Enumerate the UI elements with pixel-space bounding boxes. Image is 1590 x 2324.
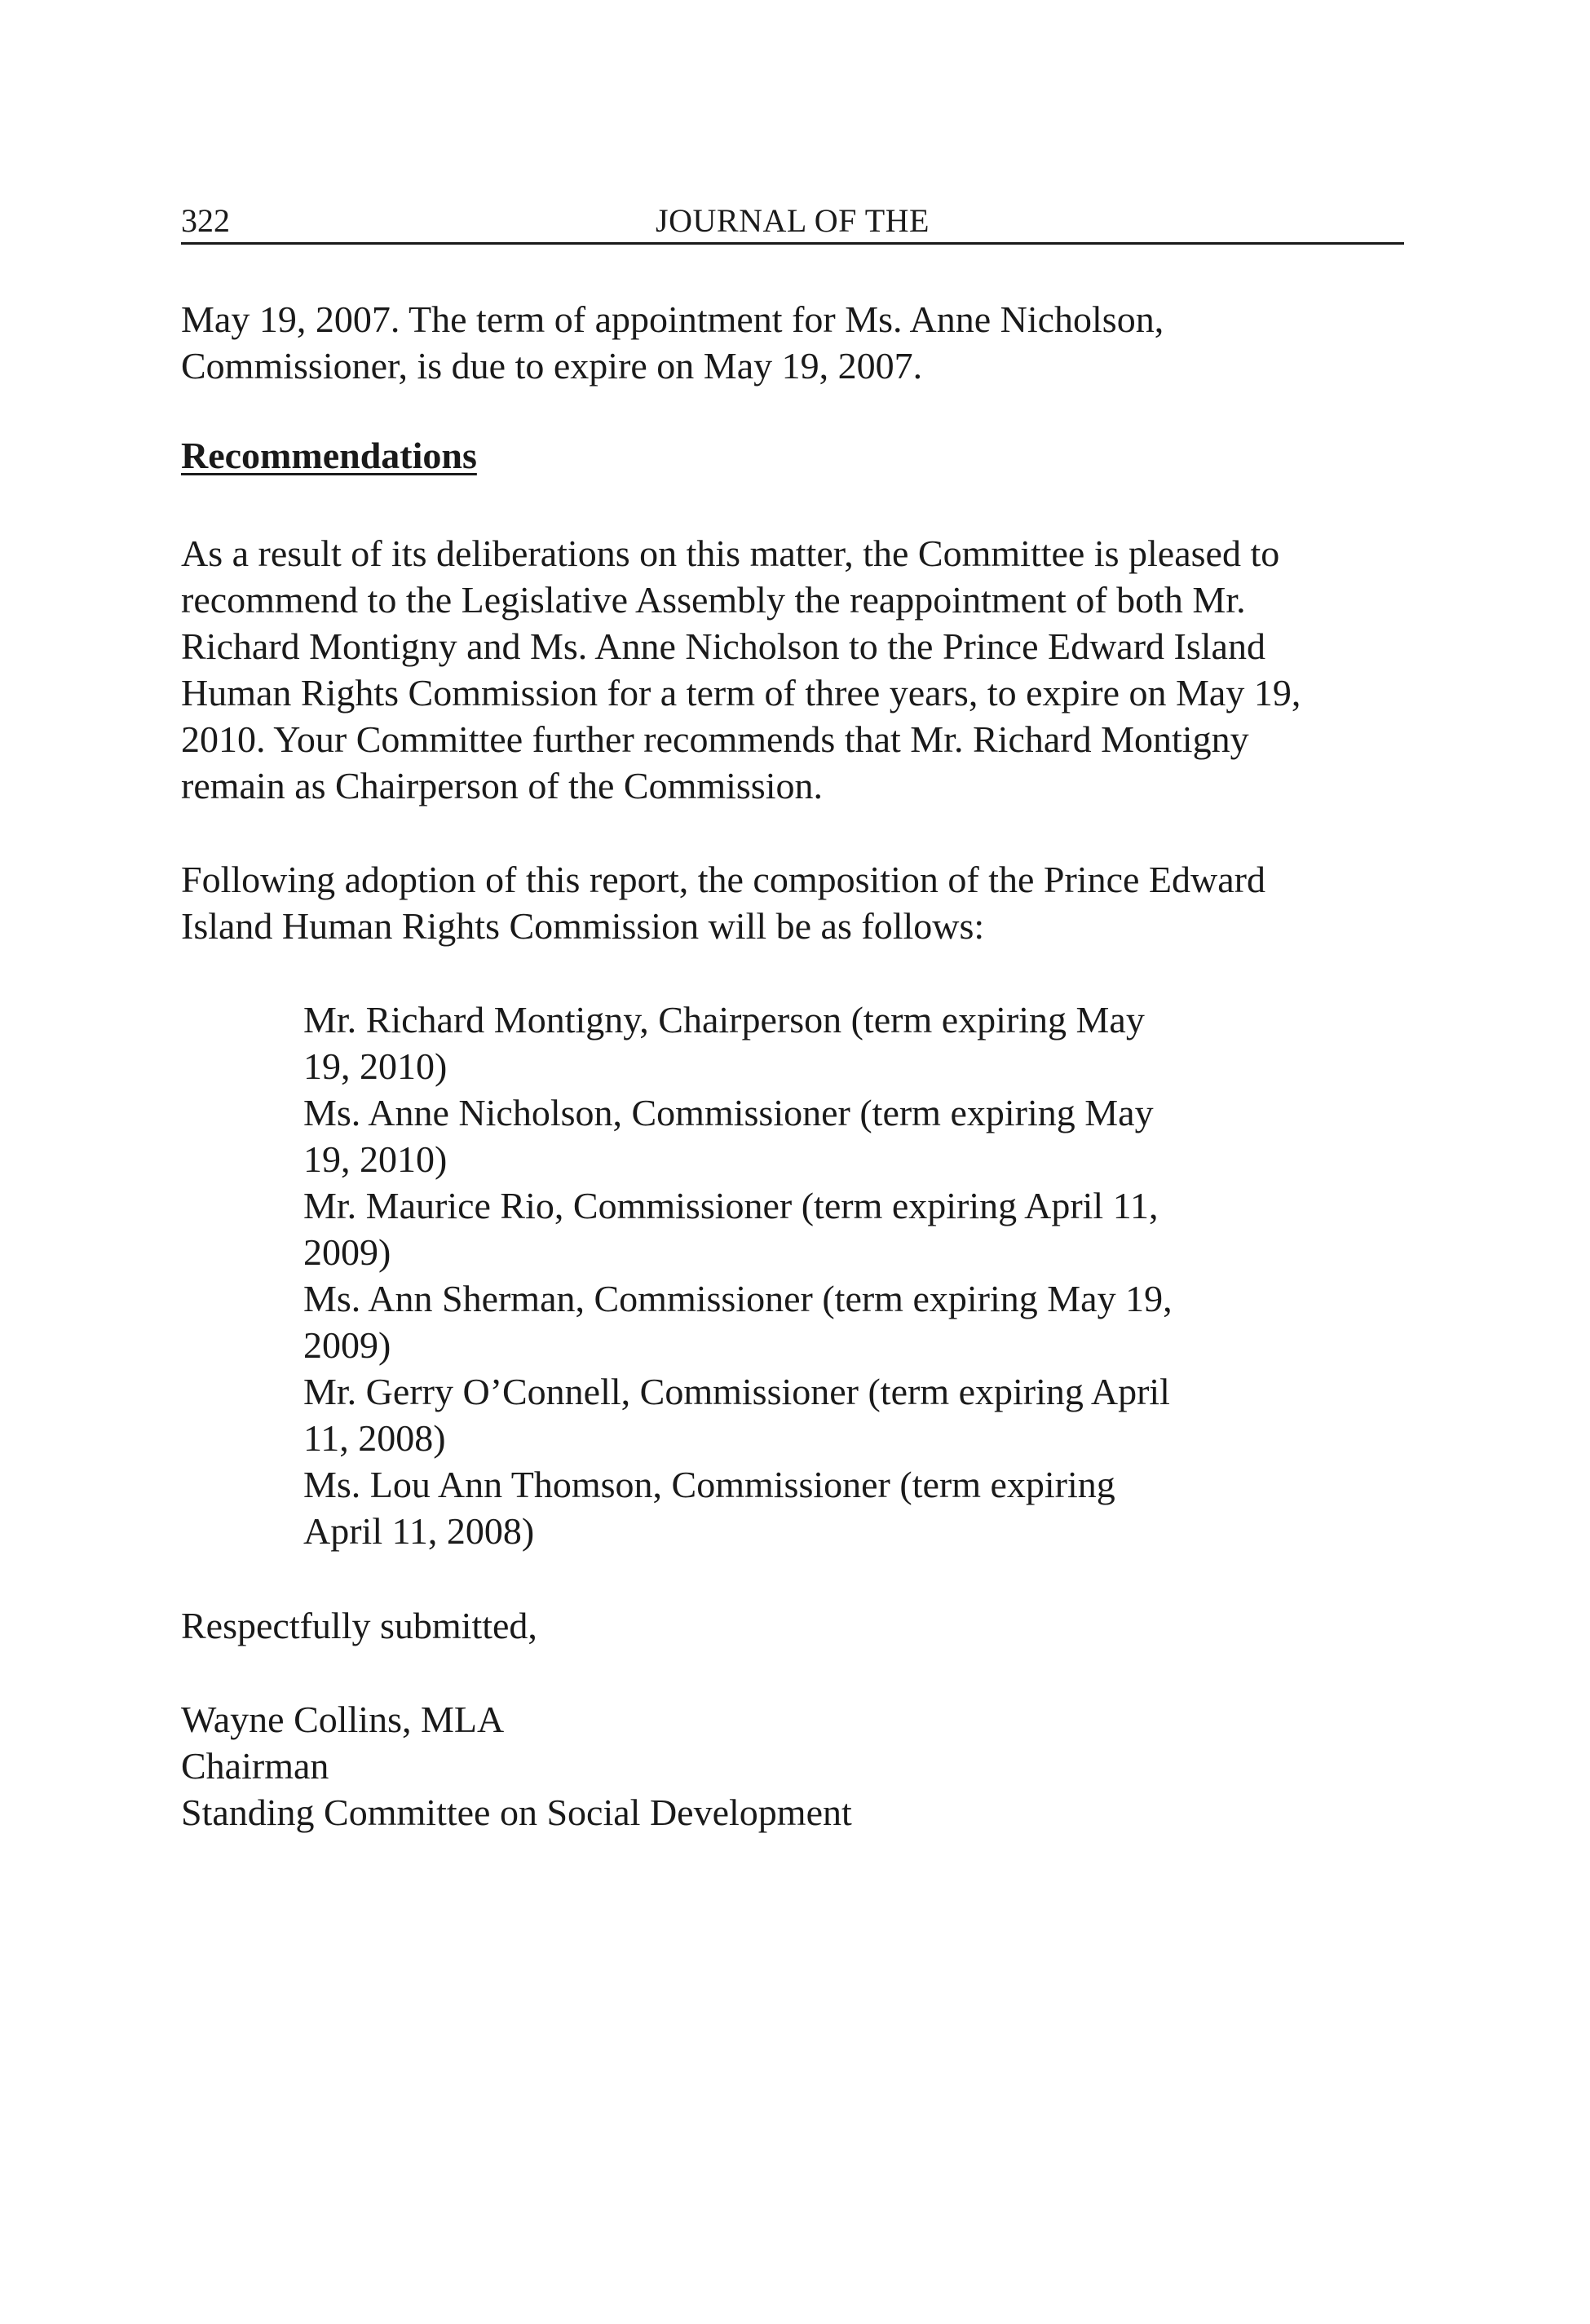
member-entry bbox=[303, 1368, 1363, 1461]
member-line: Ms. Ann Sherman, Commissioner (term expiring May 19, bbox=[303, 1278, 1173, 1319]
intro-paragraph bbox=[181, 296, 1429, 389]
commission-member-list bbox=[303, 996, 1363, 1554]
intro-line: May 19, 2007. The term of appointment for Ms. Anne Nicholson, bbox=[181, 298, 1164, 340]
composition-intro-paragraph bbox=[181, 856, 1429, 949]
member-entry bbox=[303, 1089, 1363, 1182]
paragraph-line: Richard Montigny and Ms. Anne Nicholson to the Prince Edward Island bbox=[181, 625, 1265, 667]
member-entry bbox=[303, 996, 1363, 1089]
member-entry bbox=[303, 1461, 1363, 1554]
member-line: 19, 2010) bbox=[303, 1138, 448, 1180]
paragraph-line: Following adoption of this report, the composition of the Prince Edward bbox=[181, 859, 1265, 900]
member-line: Ms. Anne Nicholson, Commissioner (term expiring May bbox=[303, 1092, 1154, 1133]
paragraph-line: As a result of its deliberations on this matter, the Committee is pleased to bbox=[181, 532, 1280, 574]
closing-line bbox=[181, 1602, 1429, 1649]
page-header bbox=[181, 200, 1404, 245]
member-entry bbox=[303, 1275, 1363, 1368]
member-line: April 11, 2008) bbox=[303, 1510, 535, 1552]
member-line: Mr. Gerry O’Connell, Commissioner (term expiring April bbox=[303, 1371, 1170, 1412]
member-line: 2009) bbox=[303, 1324, 391, 1366]
paragraph-line: remain as Chairperson of the Commission. bbox=[181, 765, 823, 806]
journal-title: JOURNAL OF THE bbox=[656, 202, 930, 239]
member-line: Mr. Richard Montigny, Chairperson (term expiring May bbox=[303, 999, 1145, 1040]
committee-name: Standing Committee on Social Development bbox=[181, 1792, 852, 1833]
intro-line: Commissioner, is due to expire on May 19, 2007. bbox=[181, 345, 923, 387]
member-entry bbox=[303, 1182, 1363, 1275]
member-line: Mr. Maurice Rio, Commissioner (term expiring April 11, bbox=[303, 1185, 1159, 1226]
member-line: 2009) bbox=[303, 1231, 391, 1273]
recommendations-heading: Recommendations bbox=[181, 435, 477, 476]
signatory-role: Chairman bbox=[181, 1745, 329, 1787]
member-line: 19, 2010) bbox=[303, 1045, 448, 1087]
paragraph-line: Human Rights Commission for a term of three years, to expire on May 19, bbox=[181, 672, 1301, 714]
signature-block bbox=[181, 1696, 1429, 1836]
signatory-name: Wayne Collins, MLA bbox=[181, 1699, 505, 1740]
paragraph-line: recommend to the Legislative Assembly the reappointment of both Mr. bbox=[181, 579, 1246, 621]
page-number: 322 bbox=[181, 202, 230, 239]
paragraph-line: 2010. Your Committee further recommends that Mr. Richard Montigny bbox=[181, 718, 1249, 760]
recommendation-paragraph bbox=[181, 530, 1429, 809]
member-line: 11, 2008) bbox=[303, 1417, 446, 1459]
closing-text: Respectfully submitted, bbox=[181, 1605, 537, 1646]
member-line: Ms. Lou Ann Thomson, Commissioner (term expiring bbox=[303, 1464, 1115, 1505]
paragraph-line: Island Human Rights Commission will be as follows: bbox=[181, 905, 985, 947]
